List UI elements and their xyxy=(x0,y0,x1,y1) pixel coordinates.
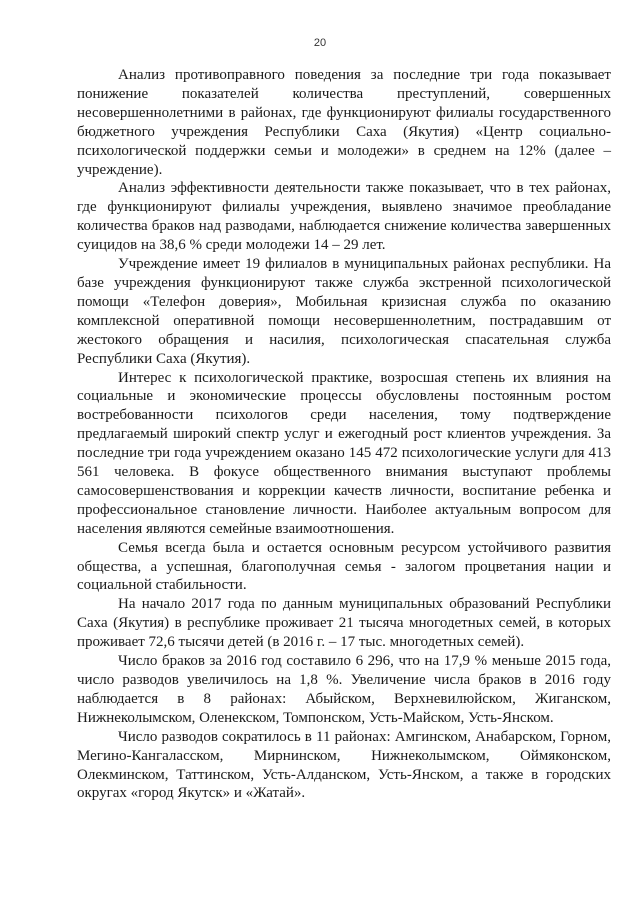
paragraph: Число браков за 2016 год составило 6 296, что на 17,9 % меньше 2015 года, число разводов увеличилось на 1,8 %. Увеличение числа браков в 2016 году наблюдается в 8 районах: Абыйском, Верхневилюйском, Жиганском, Нижнеколымском, Оленекском, Томпонском, Усть-Майском, Усть-Янском. xyxy=(77,653,611,726)
paragraph: Интерес к психологической практике, возросшая степень их влияния на социальные и экономические процессы обусловлены постоянным ростом востребованности психологов среди населения, тому подтверждение предлагаемый широкий спектр услуг и ежегодный рост клиентов учреждения. За последние три года учреждением оказано 145 472 психологические услуги для 413 561 человека. В фокусе общественного внимания выступают проблемы самосовершенствования и коррекции качеств личности, воспитание ребенка и профессиональное становление личности. Наиболее актуальным вопросом для населения являются семейные взаимоотношения. xyxy=(77,369,611,537)
paragraph: Семья всегда была и остается основным ресурсом устойчивого развития общества, а успешная, благополучная семья - залогом процветания нации и социальной стабильности. xyxy=(77,539,611,594)
paragraph: На начало 2017 года по данным муниципальных образований Республики Саха (Якутия) в республике проживает 21 тысяча многодетных семей, в которых проживает 72,6 тысячи детей (в 2016 г. – 17 тыс. многодетных семей). xyxy=(77,596,611,651)
paragraph: Учреждение имеет 19 филиалов в муниципальных районах республики. На базе учреждения функционируют также служба экстренной психологической помощи «Телефон доверия», Мобильная кризисная служба по оказанию комплексной оперативной помощи несовершеннолетним, пострадавшим от жестокого обращения и насилия, психологическая спасательная служба Республики Саха (Якутия). xyxy=(77,256,611,367)
paragraph: Анализ эффективности деятельности также показывает, что в тех районах, где функционируют филиалы учреждения, выявлено значимое преобладание количества браков над разводами, наблюдается снижение количества завершенных суицидов на 38,6 % среди молодежи 14 – 29 лет. xyxy=(77,180,611,254)
paragraph: Анализ противоправного поведения за последние три года показывает понижение показателей количества преступлений, совершенных несовершеннолетними в районах, где функционируют филиалы государственного бюджетного учреждения Республики Саха (Якутия) «Центр социально-психологической поддержки семьи и молодежи» в среднем на 12% (далее – учреждение). xyxy=(77,67,611,178)
page-number: 20 xyxy=(313,37,327,49)
paragraph: Число разводов сократилось в 11 районах: Амгинском, Анабарском, Горном, Мегино-Кангаласском, Мирнинском, Нижнеколымском, Оймяконском, Олекминском, Таттинском, Усть-Алданском, Усть-Янском, а также в городских округах «город Якутск» и «Жатай». xyxy=(77,728,611,802)
document-body xyxy=(77,66,611,803)
